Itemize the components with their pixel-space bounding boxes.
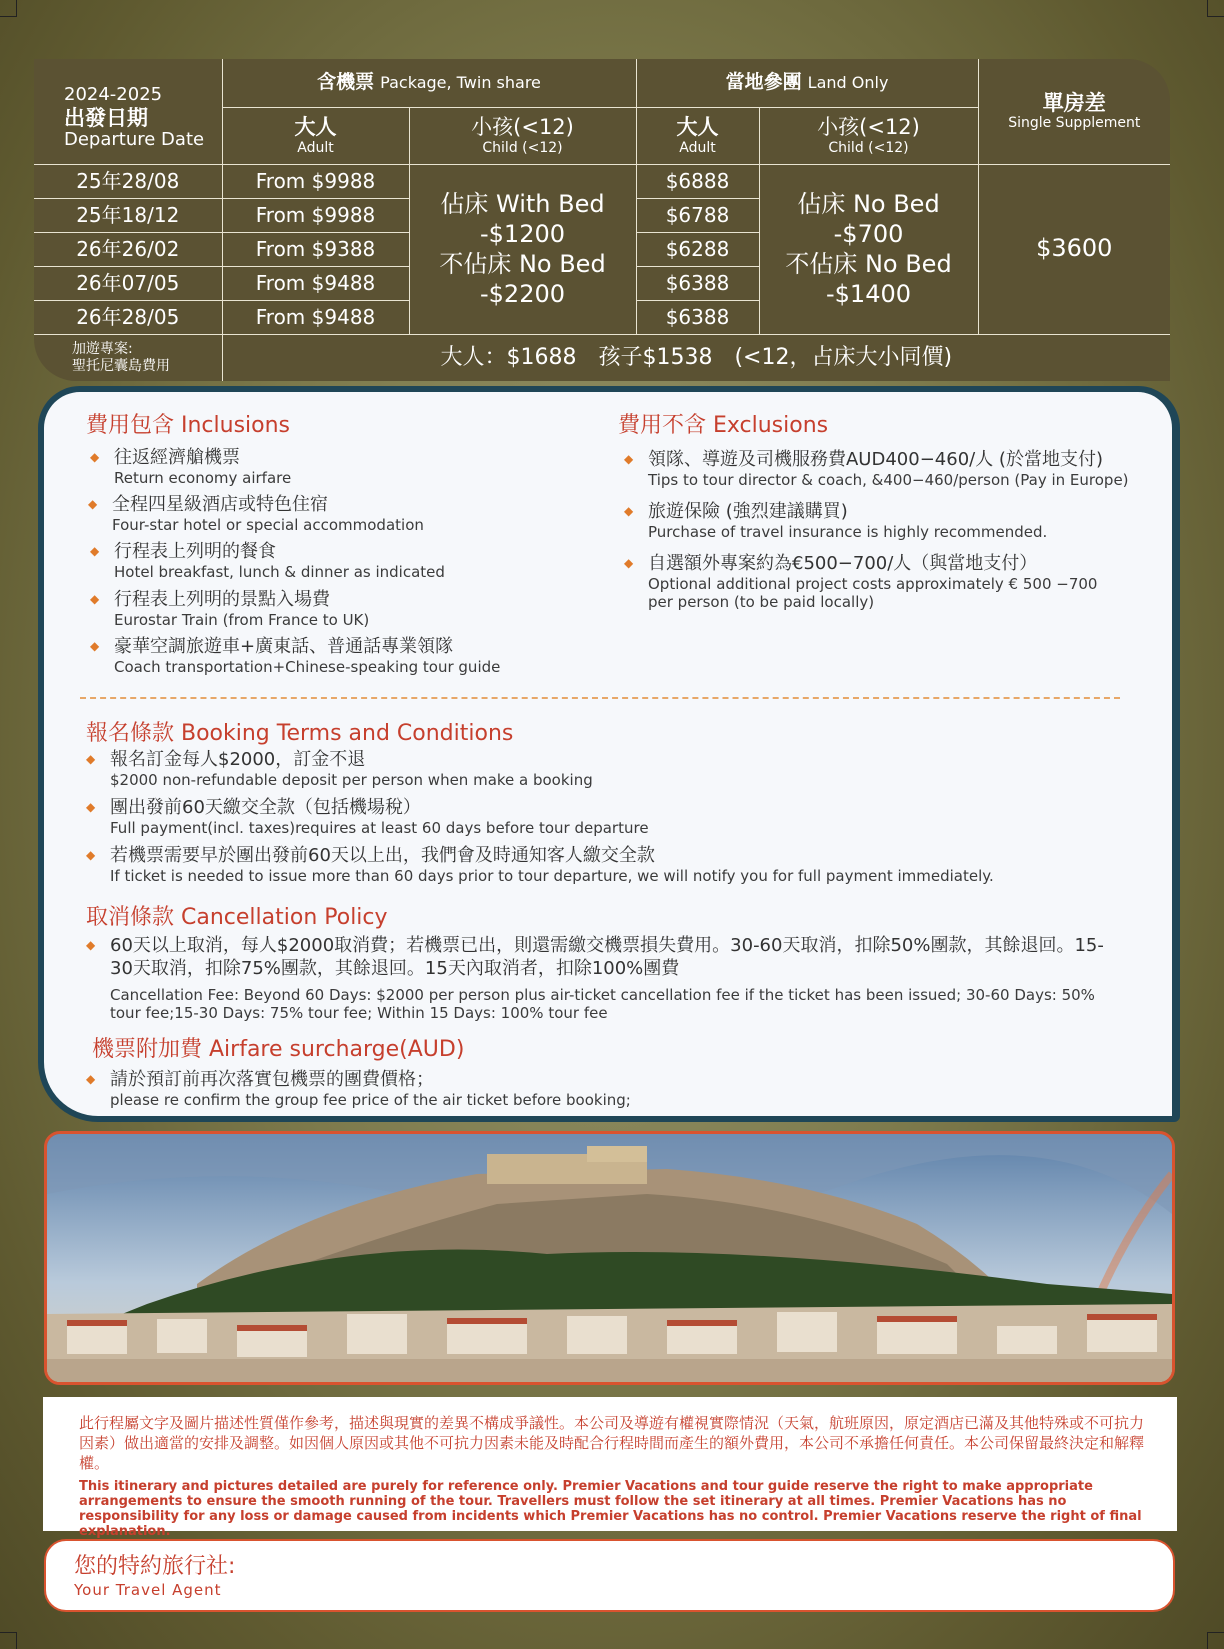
bullet-icon: ◆ — [88, 497, 98, 511]
row-date: 26年07/05 — [34, 266, 222, 300]
bullet-icon: ◆ — [90, 639, 100, 653]
row-package-adult: From $9488 — [222, 300, 409, 334]
travel-agent-box — [44, 1539, 1175, 1612]
exclusions-title: 費用不含 Exclusions — [618, 413, 829, 438]
land-adult-header: 大人 Adult — [636, 107, 759, 164]
row-package-adult: From $9988 — [222, 198, 409, 232]
row-date: 25年18/12 — [34, 198, 222, 232]
travel-agent-label-zh: 您的特約旅行社: — [74, 1554, 236, 1579]
crop-mark-bottom-left — [0, 1632, 17, 1649]
bullet-icon: ◆ — [90, 592, 100, 606]
section-divider — [80, 697, 1120, 699]
cancellation-title: 取消條款 Cancellation Policy — [86, 905, 388, 930]
bullet-icon: ◆ — [624, 504, 634, 518]
addon-label: 加遊專案: 聖托尼囊島費用 — [34, 334, 222, 381]
bullet-icon: ◆ — [90, 544, 100, 558]
single-supplement-header: 單房差 Single Supplement — [978, 59, 1170, 164]
exclusion-item: ◆ 自選額外專案約為€500−700/人（與當地支付） Optional additional project costs approximately € 500 −700 per person (to be paid locally) — [624, 553, 1098, 611]
land-child-prices: 佔床 No Bed -$700 不佔床 No Bed -$1400 — [759, 164, 978, 334]
surcharge-item: ◆ 請於預訂前再次落實包機票的團費價格； please re confirm the group fee price of the air ticket before booking; — [86, 1069, 631, 1109]
exclusion-item: ◆ 領隊、導遊及司機服務費AUD400−460/人 (於當地支付) Tips to tour director & coach, &400−460/person (Pay in Europe) — [624, 449, 1129, 489]
bullet-icon: ◆ — [86, 1072, 96, 1086]
single-supplement-value: $3600 — [978, 164, 1170, 334]
disclaimer-en: This itinerary and pictures detailed are purely for reference only. Premier Vacations and tour guide reserve the right to make appropriate arrangements to ensure the smooth running of the tour. Travellers must follow the set itinerary at all times. Premier Vacations has no responsibility for any loss or damage caused from incidents which Premier Vacations has no control. Premier Vacations reserve the right of final explanation. — [79, 1479, 1142, 1539]
crop-mark-top-left — [0, 0, 17, 17]
exclusion-item: ◆ 旅遊保險 (強烈建議購買) Purchase of travel insurance is highly recommended. — [624, 501, 1048, 541]
row-package-adult: From $9388 — [222, 232, 409, 266]
row-land-adult: $6888 — [636, 164, 759, 198]
acropolis-landscape-image — [47, 1134, 1172, 1382]
inclusion-item: ◆ 豪華空調旅遊車+廣東話、普通話專業領隊 Coach transportation+Chinese-speaking tour guide — [90, 636, 501, 676]
booking-item: ◆ 報名訂金每人$2000，訂金不退 $2000 non-refundable deposit per person when make a booking — [86, 749, 593, 789]
inclusion-item: ◆ 行程表上列明的景點入場費 Eurostar Train (from France to UK) — [90, 589, 370, 629]
bullet-icon: ◆ — [90, 450, 100, 464]
row-date: 26年28/05 — [34, 300, 222, 334]
package-header: 含機票 Package, Twin share — [222, 59, 636, 107]
row-date: 26年26/02 — [34, 232, 222, 266]
bullet-icon: ◆ — [86, 938, 96, 952]
bullet-icon: ◆ — [86, 848, 96, 862]
booking-item: ◆ 團出發前60天繳交全款（包括機場稅） Full payment(incl. taxes)requires at least 60 days before tour departure — [86, 797, 649, 837]
travel-agent-label-en: Your Travel Agent — [74, 1581, 222, 1599]
land-only-header: 當地參團 Land Only — [636, 59, 978, 107]
disclaimer — [43, 1397, 1177, 1539]
inclusion-item: ◆ 往返經濟艙機票 Return economy airfare — [90, 447, 292, 487]
departure-date-header: 2024-2025 出發日期 Departure Date — [34, 59, 222, 164]
inclusions-title: 費用包含 Inclusions — [86, 413, 291, 438]
terms-panel — [38, 386, 1180, 1122]
disclaimer-zh: 此行程屬文字及圖片描述性質僅作參考，描述與現實的差異不構成爭議性。本公司及導遊有權視實際情況（天氣，航班原因，原定酒店已滿及其他特殊或不可抗力因素）做出適當的安排及調整。如因個人原因或其他不可抗力因素未能及時配合行程時間而產生的額外費用，本公司不承擔任何責任。本公司保留最終決定和解釋權。 — [79, 1414, 1145, 1472]
bullet-icon: ◆ — [86, 800, 96, 814]
package-child-prices: 佔床 With Bed -$1200 不佔床 No Bed -$2200 — [409, 164, 636, 334]
crop-mark-bottom-right — [1207, 1632, 1224, 1649]
inclusion-item: ◆ 行程表上列明的餐食 Hotel breakfast, lunch & dinner as indicated — [90, 541, 445, 581]
inclusion-item: ◆ 全程四星級酒店或特色住宿 Four-star hotel or special accommodation — [88, 494, 424, 534]
row-date: 25年28/08 — [34, 164, 222, 198]
crop-mark-top-right — [1207, 0, 1224, 17]
booking-item: ◆ 若機票需要早於團出發前60天以上出，我們會及時通知客人繳交全款 If ticket is needed to issue more than 60 days prior to tour departure, we will notify you for full payment immediately. — [86, 845, 994, 885]
surcharge-title: 機票附加費 Airfare surcharge(AUD) — [92, 1037, 465, 1062]
price-table-panel — [34, 59, 1170, 381]
row-package-adult: From $9988 — [222, 164, 409, 198]
acropolis-photo — [44, 1131, 1175, 1385]
bullet-icon: ◆ — [86, 752, 96, 766]
row-land-adult: $6388 — [636, 266, 759, 300]
land-child-header: 小孩(<12) Child (<12) — [759, 107, 978, 164]
package-child-header: 小孩(<12) Child (<12) — [409, 107, 636, 164]
row-land-adult: $6388 — [636, 300, 759, 334]
row-package-adult: From $9488 — [222, 266, 409, 300]
row-land-adult: $6788 — [636, 198, 759, 232]
row-land-adult: $6288 — [636, 232, 759, 266]
bullet-icon: ◆ — [624, 556, 634, 570]
addon-price: 大人：$1688 孩子$1538 (<12，占床大小同價) — [222, 334, 1170, 381]
package-adult-header: 大人 Adult — [222, 107, 409, 164]
price-table — [34, 59, 1170, 381]
cancellation-item: ◆ 60天以上取消，每人$2000取消費；若機票已出，則還需繳交機票損失費用。30-60天取消，扣除50%團款，其餘退回。15-30天取消，扣除75%團款，其餘退回。15天內取消者，扣除100%團費 Cancellation Fee: Beyond 60 Days: $2000 per person plus air-ticket cancellation fee if the ticket has been issued; 30-60 Days: 50% tour fee;15-30 Days: 75% tour fee; Within 15 Days: 100% tour fee — [86, 935, 1104, 1022]
bullet-icon: ◆ — [624, 452, 634, 466]
booking-title: 報名條款 Booking Terms and Conditions — [86, 721, 514, 746]
